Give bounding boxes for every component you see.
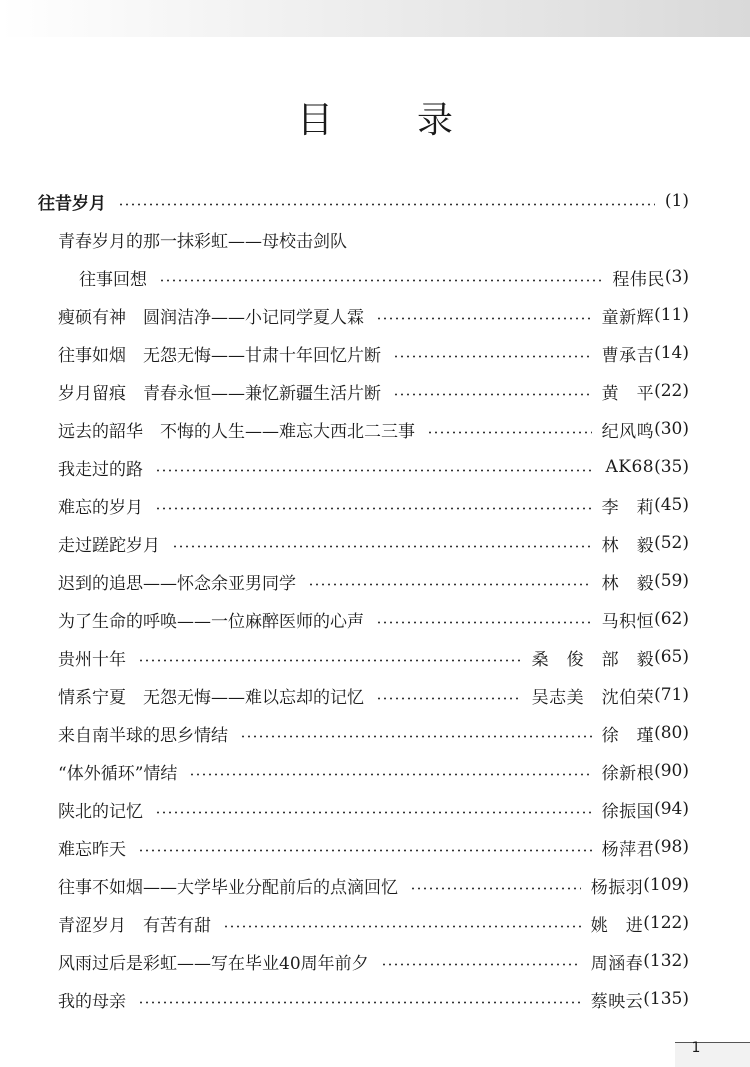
entry-page: (65) <box>654 647 689 667</box>
page-title <box>0 92 750 143</box>
toc-entry[interactable] <box>58 298 689 332</box>
dot-leader <box>155 469 595 472</box>
entry-page: (135) <box>643 989 689 1009</box>
entry-title: 往事回想 <box>79 269 147 290</box>
entry-page: (132) <box>643 951 689 971</box>
entry-author: 吴志美 沈伯荣 <box>531 687 655 708</box>
dot-leader <box>427 431 592 434</box>
entry-title: 情系宁夏 无怨无悔——难以忘却的记忆 <box>58 687 364 708</box>
toc-entry[interactable] <box>58 526 689 560</box>
entry-title: 我的母亲 <box>58 991 126 1012</box>
entry-author: 姚 进 <box>590 915 644 936</box>
dot-leader <box>376 697 522 700</box>
entry-page: (14) <box>654 343 689 363</box>
entry-page: (98) <box>654 837 689 857</box>
entry-author: 童新辉 <box>601 307 655 328</box>
entry-title: 来自南半球的思乡情结 <box>58 725 228 746</box>
entry-title: 远去的韶华 不悔的人生——难忘大西北二三事 <box>58 421 415 442</box>
page-number: 1 <box>691 1040 701 1056</box>
dot-leader <box>138 849 592 852</box>
entry-author: 徐 瑾 <box>601 725 655 746</box>
entry-author: 蔡映云 <box>590 991 644 1012</box>
entry-page: (45) <box>654 495 689 515</box>
dot-leader <box>376 317 592 320</box>
section-label: 往昔岁月 <box>38 193 106 214</box>
dot-leader <box>308 583 592 586</box>
dot-leader <box>138 1001 581 1004</box>
entry-page: (3) <box>664 267 689 287</box>
entry-title: 岁月留痕 青春永恒——兼忆新疆生活片断 <box>58 383 381 404</box>
dot-leader <box>138 659 522 662</box>
entry-author: 杨振羽 <box>590 877 644 898</box>
section-page: (1) <box>664 191 689 211</box>
entry-page: (122) <box>643 913 689 933</box>
dot-leader <box>393 355 592 358</box>
toc-entry[interactable] <box>58 944 689 978</box>
dot-leader <box>118 203 655 206</box>
entry-title: “体外循环”情结 <box>58 763 178 784</box>
entry-page: (22) <box>654 381 689 401</box>
entry-title: 风雨过后是彩虹——写在毕业40周年前夕 <box>58 953 369 974</box>
entry-author: 马积恒 <box>601 611 655 632</box>
dot-leader <box>376 621 592 624</box>
entry-page: (52) <box>654 533 689 553</box>
toc-entry[interactable] <box>58 678 689 712</box>
dot-leader <box>393 393 592 396</box>
entry-page: (90) <box>654 761 689 781</box>
entry-title: 陕北的记忆 <box>58 801 143 822</box>
entry-page: (59) <box>654 571 689 591</box>
entry-page: (30) <box>654 419 689 439</box>
entry-page: (80) <box>654 723 689 743</box>
toc-entry[interactable] <box>58 336 689 370</box>
entry-title: 青春岁月的那一抹彩虹——母校击剑队 <box>58 231 347 252</box>
entry-title: 走过蹉跎岁月 <box>58 535 160 556</box>
dot-leader <box>189 773 591 776</box>
dot-leader <box>223 925 581 928</box>
entry-author: AK68 <box>605 457 655 477</box>
entry-author: 黄 平 <box>601 383 655 404</box>
toc-entry[interactable] <box>58 640 689 674</box>
toc-entry[interactable] <box>58 564 689 598</box>
entry-author: 纪风鸣 <box>601 421 655 442</box>
toc-entry[interactable] <box>58 374 689 408</box>
toc-entry[interactable] <box>58 830 689 864</box>
entry-title: 瘦硕有神 圆润洁净——小记同学夏人霖 <box>58 307 364 328</box>
entry-page: (94) <box>654 799 689 819</box>
entry-author: 桑 俊 部 毅 <box>531 649 655 670</box>
entry-author: 李 莉 <box>601 497 655 518</box>
dot-leader <box>172 545 592 548</box>
dot-leader <box>381 963 581 966</box>
toc-entry[interactable] <box>58 412 689 446</box>
entry-title: 迟到的追思——怀念余亚男同学 <box>58 573 296 594</box>
dot-leader <box>155 507 592 510</box>
entry-author: 林 毅 <box>601 573 655 594</box>
toc-entry[interactable] <box>58 792 689 826</box>
entry-page: (35) <box>654 457 689 477</box>
toc-entry[interactable] <box>58 602 689 636</box>
entry-title: 我走过的路 <box>58 459 143 480</box>
entry-author: 杨萍君 <box>601 839 655 860</box>
toc-section-heading[interactable] <box>38 184 689 218</box>
entry-author: 周涵春 <box>590 953 644 974</box>
entry-author: 程伟民 <box>612 269 665 290</box>
toc-entry[interactable] <box>58 488 689 522</box>
entry-author: 徐新根 <box>601 763 655 784</box>
dot-leader <box>240 735 592 738</box>
entry-title: 为了生命的呼唤——一位麻醉医师的心声 <box>58 611 364 632</box>
title-char-1: 目 <box>296 100 333 141</box>
entry-title: 往事如烟 无怨无悔——甘肃十年回忆片断 <box>58 345 381 366</box>
toc-entry[interactable] <box>58 222 689 256</box>
toc-entry[interactable] <box>58 868 689 902</box>
entry-title: 难忘昨天 <box>58 839 126 860</box>
entry-page: (62) <box>654 609 689 629</box>
entry-page: (11) <box>654 305 689 325</box>
dot-leader <box>159 279 602 282</box>
dot-leader <box>155 811 592 814</box>
entry-author: 曹承吉 <box>601 345 655 366</box>
entry-author: 林 毅 <box>601 535 655 556</box>
entry-title: 难忘的岁月 <box>58 497 143 518</box>
toc-entry[interactable] <box>58 450 689 484</box>
toc-entry[interactable] <box>79 260 689 294</box>
entry-title: 青涩岁月 有苦有甜 <box>58 915 211 936</box>
header-band <box>0 0 750 37</box>
toc-entry[interactable] <box>58 754 689 788</box>
toc-entry[interactable] <box>58 716 689 750</box>
entry-page: (71) <box>654 685 689 705</box>
entry-title: 贵州十年 <box>58 649 126 670</box>
toc-entry[interactable] <box>58 982 689 1016</box>
entry-author: 徐振国 <box>601 801 655 822</box>
dot-leader <box>410 887 581 890</box>
title-char-2: 录 <box>417 100 454 141</box>
entry-title: 往事不如烟——大学毕业分配前后的点滴回忆 <box>58 877 398 898</box>
entry-page: (109) <box>643 875 689 895</box>
toc-entry[interactable] <box>58 906 689 940</box>
